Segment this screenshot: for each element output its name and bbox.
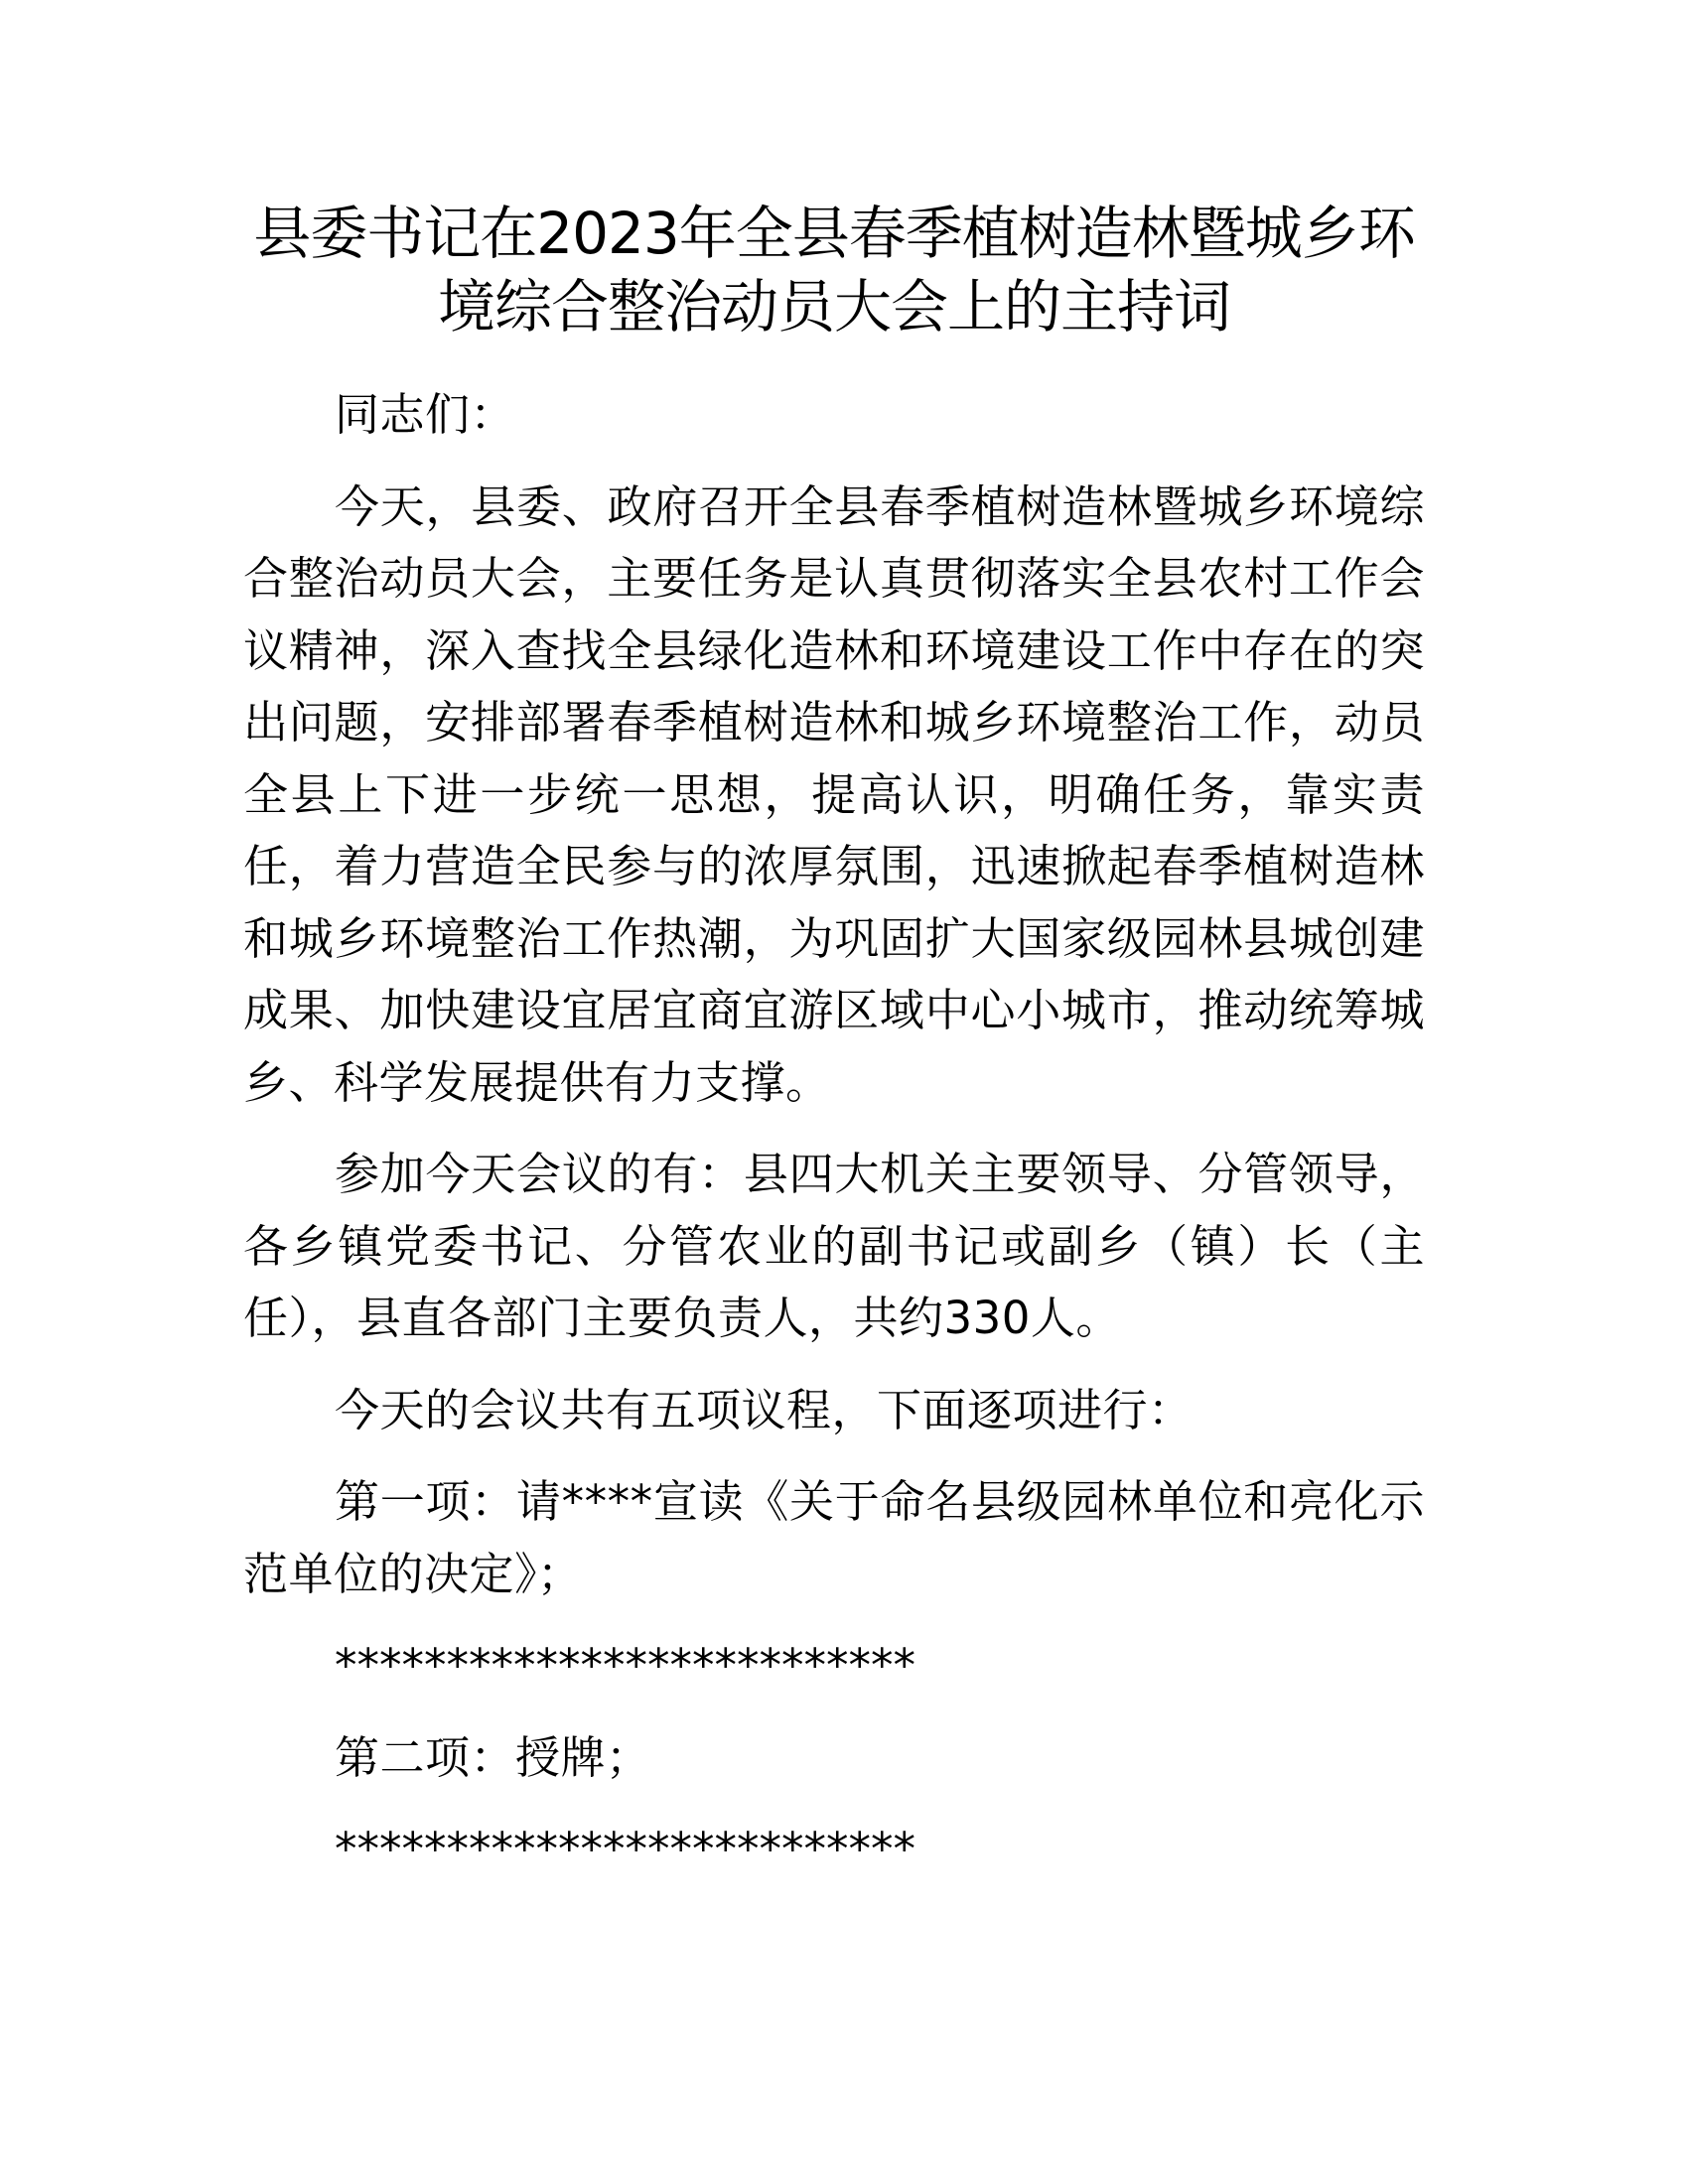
document-title: 县委书记在2023年全县春季植树造林暨城乡环境综合整治动员大会上的主持词 bbox=[253, 200, 1415, 341]
paragraph-agenda-intro: 今天的会议共有五项议程，下面逐项进行： bbox=[335, 1383, 1194, 1436]
redacted-line-1: ************************** bbox=[335, 1639, 915, 1692]
paragraph-purpose: 今天，县委、政府召开全县春季植树造林暨城乡环境综合整治动员大会，主要任务是认真贯彻落实全县农村工作会议精神，深入查找全县绿化造林和环境建设工作中存在的突出问题，安排部署春季植树造林和城乡环境整治工作，动员全县上下进一步统一思想，提高认识，明确任务，靠实责任，着力营造全民参与的浓厚氛围，迅速掀起春季植树造林和城乡环境整治工作热潮，为巩固扩大国家级园林县城创建成果、加快建设宜居宜商宜游区域中心小城市，推动统筹城乡、科学发展提供有力支撑。 bbox=[243, 479, 1425, 1109]
agenda-item-1: 第一项：请****宣读《关于命名县级园林单位和亮化示范单位的决定》； bbox=[243, 1475, 1425, 1600]
agenda-item-2: 第二项：授牌； bbox=[335, 1730, 651, 1784]
redacted-line-2: ************************** bbox=[335, 1823, 915, 1875]
paragraph-attendees: 参加今天会议的有：县四大机关主要领导、分管领导，各乡镇党委书记、分管农业的副书记或副乡（镇）长（主任），县直各部门主要负责人，共约330人。 bbox=[243, 1148, 1425, 1344]
document-body bbox=[243, 379, 1425, 1906]
salutation: 同志们： bbox=[335, 388, 516, 441]
